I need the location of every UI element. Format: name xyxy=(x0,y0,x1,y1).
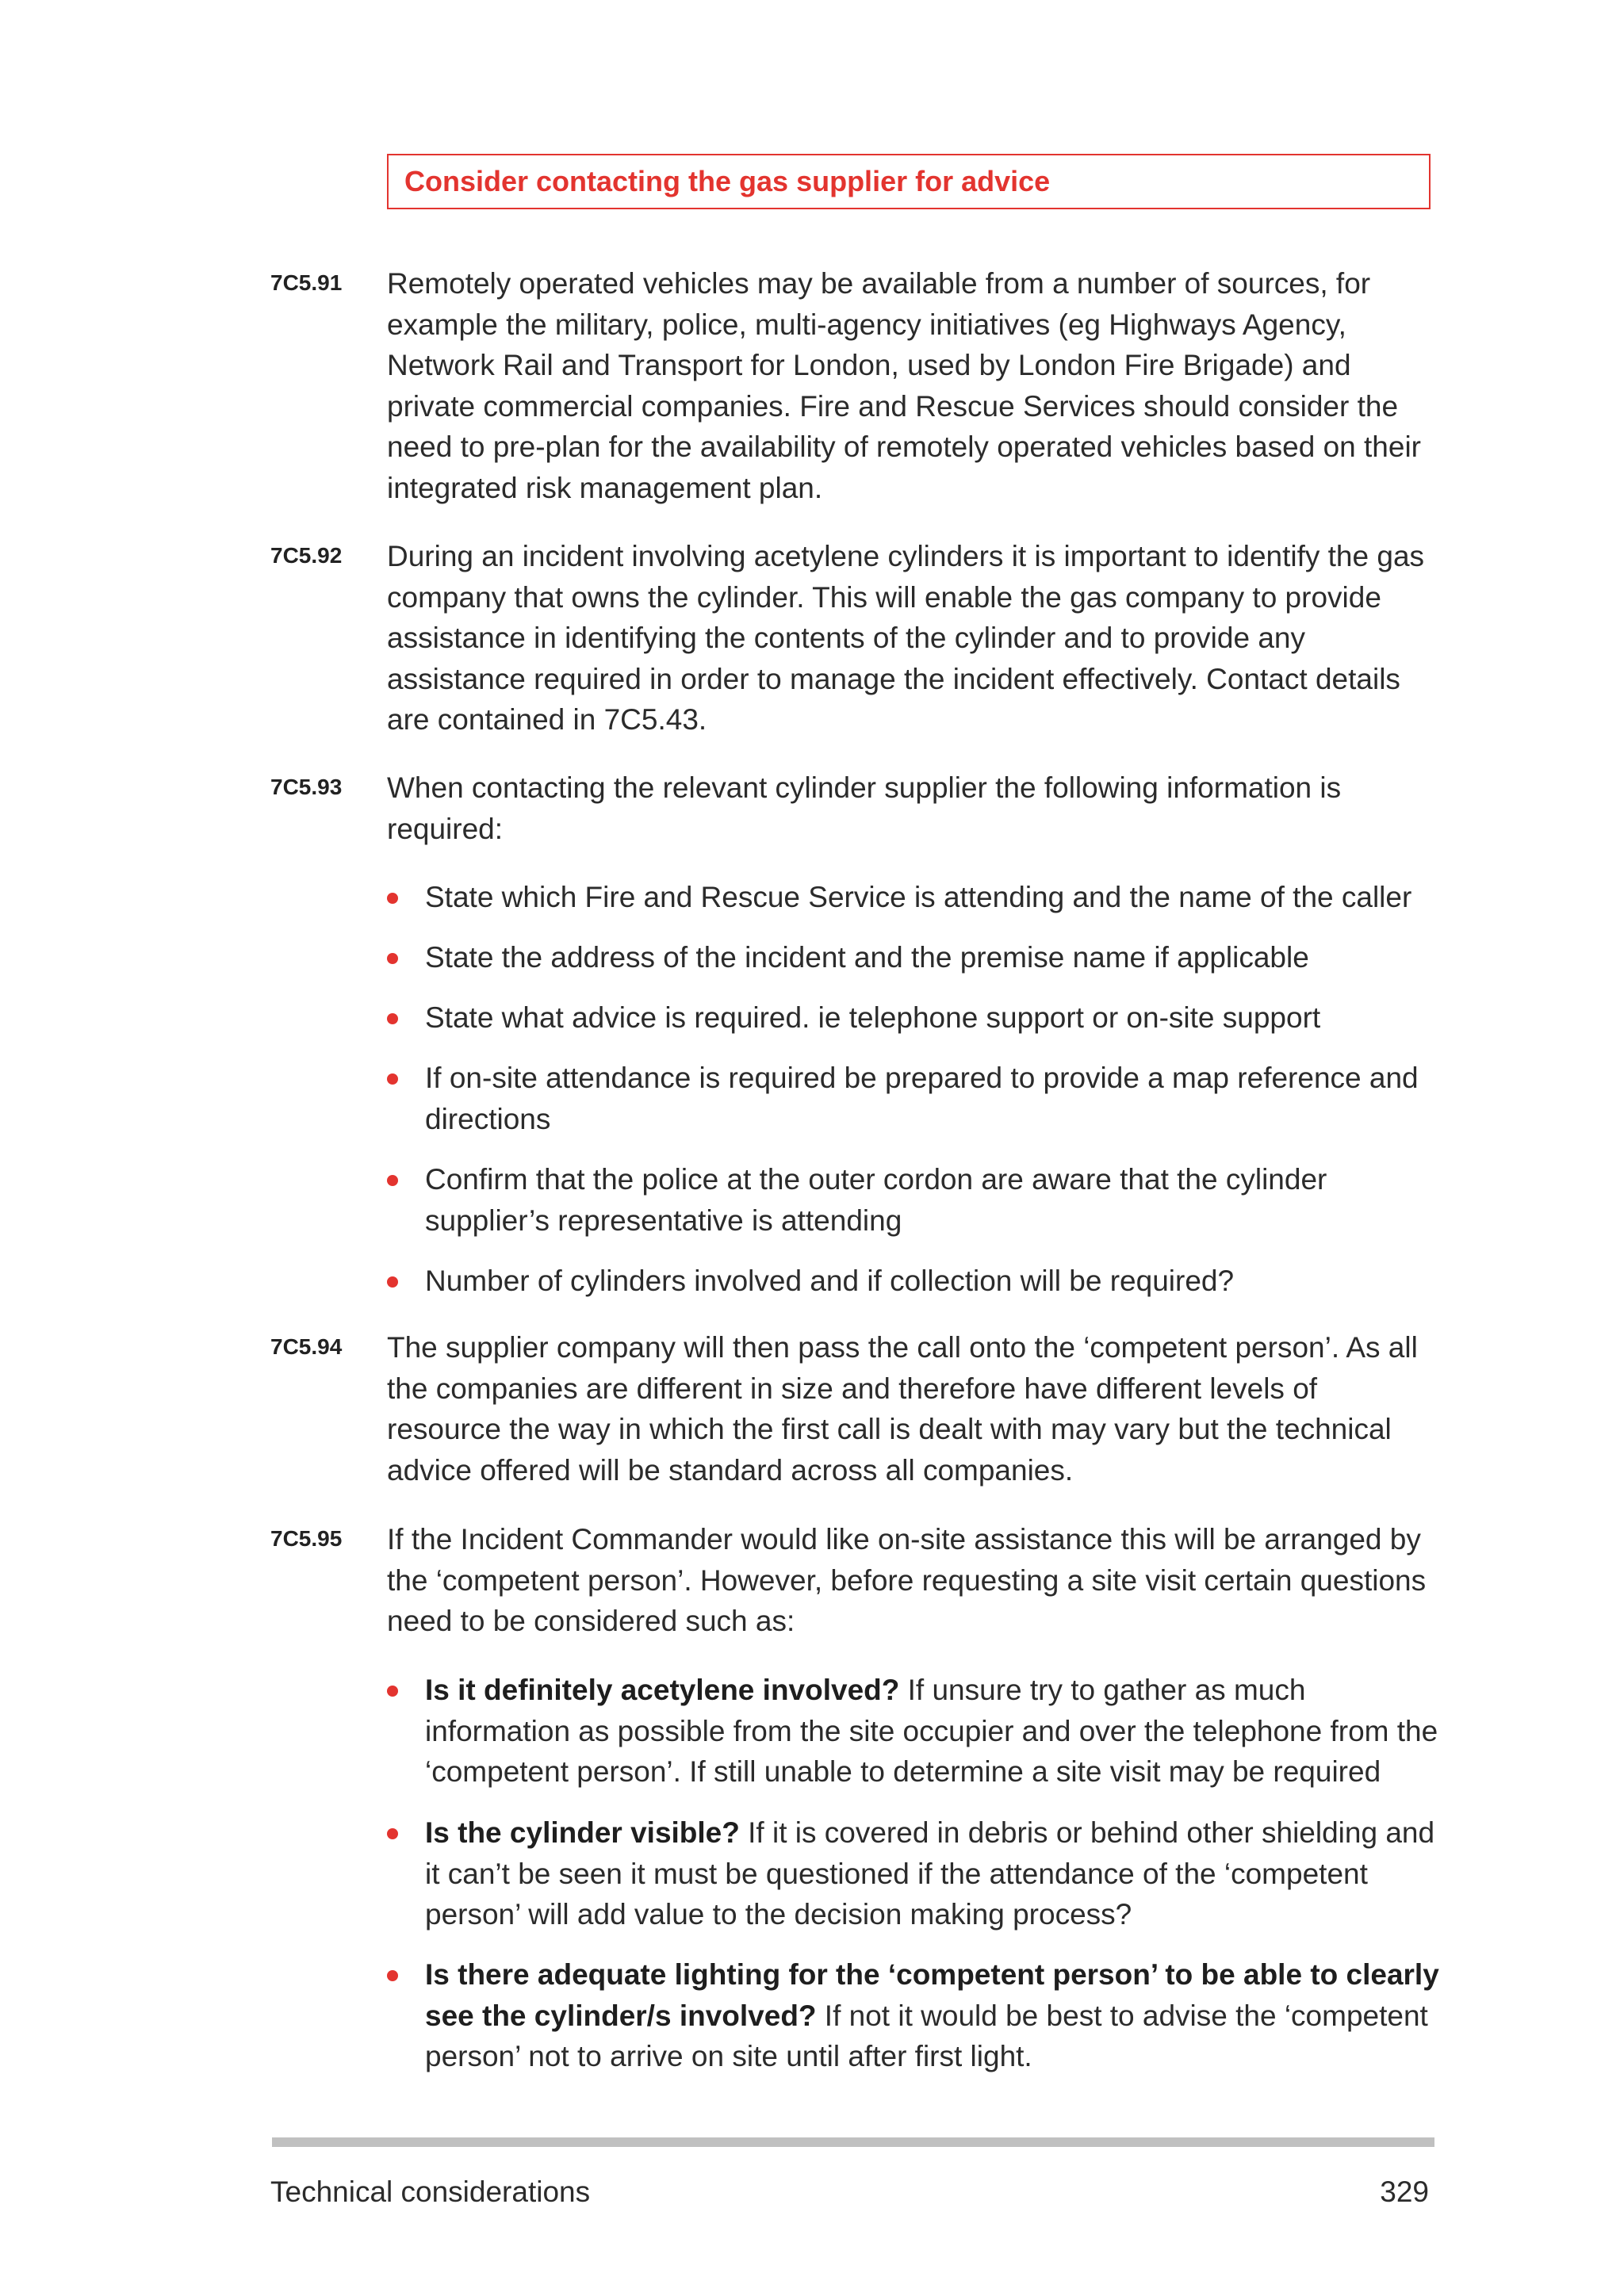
list-item-body: If it is covered in debris or behind other shielding and it can’t be seen it must be questioned if the attendance of the ‘competent person’ will add value to the decision making process? xyxy=(425,1816,1435,1931)
bullet-icon xyxy=(387,1276,398,1288)
list-item-text: Confirm that the police at the outer cordon are aware that the cylinder supplier’s representative is attending xyxy=(425,1163,1327,1237)
paragraph-text: The supplier company will then pass the call onto the ‘competent person’. As all the companies are different in size and therefore have different levels of resource the way in which the first call is dealt with may vary but the technical advice offered will be standard across all companies. xyxy=(387,1331,1418,1487)
list-item-body: If not it would be best to advise the ‘competent person’ not to arrive on site until after first light. xyxy=(425,1999,1428,2073)
list-item-text: State which Fire and Rescue Service is attending and the name of the caller xyxy=(425,881,1412,913)
paragraph-number: 7C5.94 xyxy=(270,1334,343,1359)
bullet-icon xyxy=(387,1013,398,1024)
paragraph-number: 7C5.93 xyxy=(270,775,343,799)
bullet-icon xyxy=(387,1073,398,1085)
list-item-text xyxy=(425,1670,1448,1793)
list-item-lead: Is the cylinder visible? xyxy=(425,1816,740,1849)
list-item-lead: Is there adequate lighting for the ‘competent person’ to be able to clearly see the cylinder/s involved? xyxy=(425,1958,1439,2032)
footer-divider xyxy=(272,2137,1434,2147)
bullet-icon xyxy=(387,893,398,904)
paragraph-number: 7C5.95 xyxy=(270,1526,343,1551)
paragraph-text: When contacting the relevant cylinder supplier the following information is required: xyxy=(387,771,1342,845)
footer-section-title: Technical considerations xyxy=(270,2175,591,2208)
list-item-body: If unsure try to gather as much information as possible from the site occupier and over the telephone from the ‘competent person’. If still unable to determine a site visit may be required xyxy=(425,1674,1438,1789)
paragraph-number: 7C5.92 xyxy=(270,543,343,568)
page-number: 329 xyxy=(1380,2175,1429,2208)
list-item-lead: Is it definitely acetylene involved? xyxy=(425,1674,900,1706)
list-item-text: State what advice is required. ie telephone support or on-site support xyxy=(425,1001,1321,1034)
advice-callout-box xyxy=(387,154,1431,209)
list-item-text: Number of cylinders involved and if collection will be required? xyxy=(425,1265,1235,1297)
bullet-icon xyxy=(387,1175,398,1186)
callout-text: Consider contacting the gas supplier for advice xyxy=(404,165,1051,197)
bullet-icon xyxy=(387,1828,398,1839)
list-item-text xyxy=(425,1812,1448,1935)
list-item-text: State the address of the incident and the premise name if applicable xyxy=(425,941,1309,974)
bullet-icon xyxy=(387,953,398,964)
bullet-icon xyxy=(387,1686,398,1697)
paragraph-number: 7C5.91 xyxy=(270,270,343,295)
paragraph-text: If the Incident Commander would like on-site assistance this will be arranged by the ‘competent person’. However, before requesting a site visit certain questions need to be considered such as: xyxy=(387,1523,1427,1638)
paragraph-text: During an incident involving acetylene cylinders it is important to identify the gas company that owns the cylinder. This will enable the gas company to provide assistance in identifying the contents of the cylinder and to provide any assistance required in order to manage the incident effectively. Contact details are contained in 7C5.43. xyxy=(387,540,1425,737)
bullet-icon xyxy=(387,1970,398,1981)
paragraph-text: Remotely operated vehicles may be available from a number of sources, for example the military, police, multi-agency initiatives (eg Highways Agency, Network Rail and Transport for London, used by London Fire Brigade) and private commercial companies. Fire and Rescue Services should consider the need to pre-plan for the availability of remotely operated vehicles based on their integrated risk management plan. xyxy=(387,267,1421,504)
list-item-text: If on-site attendance is required be prepared to provide a map reference and directions xyxy=(425,1062,1419,1135)
list-item-text xyxy=(425,1954,1448,2077)
